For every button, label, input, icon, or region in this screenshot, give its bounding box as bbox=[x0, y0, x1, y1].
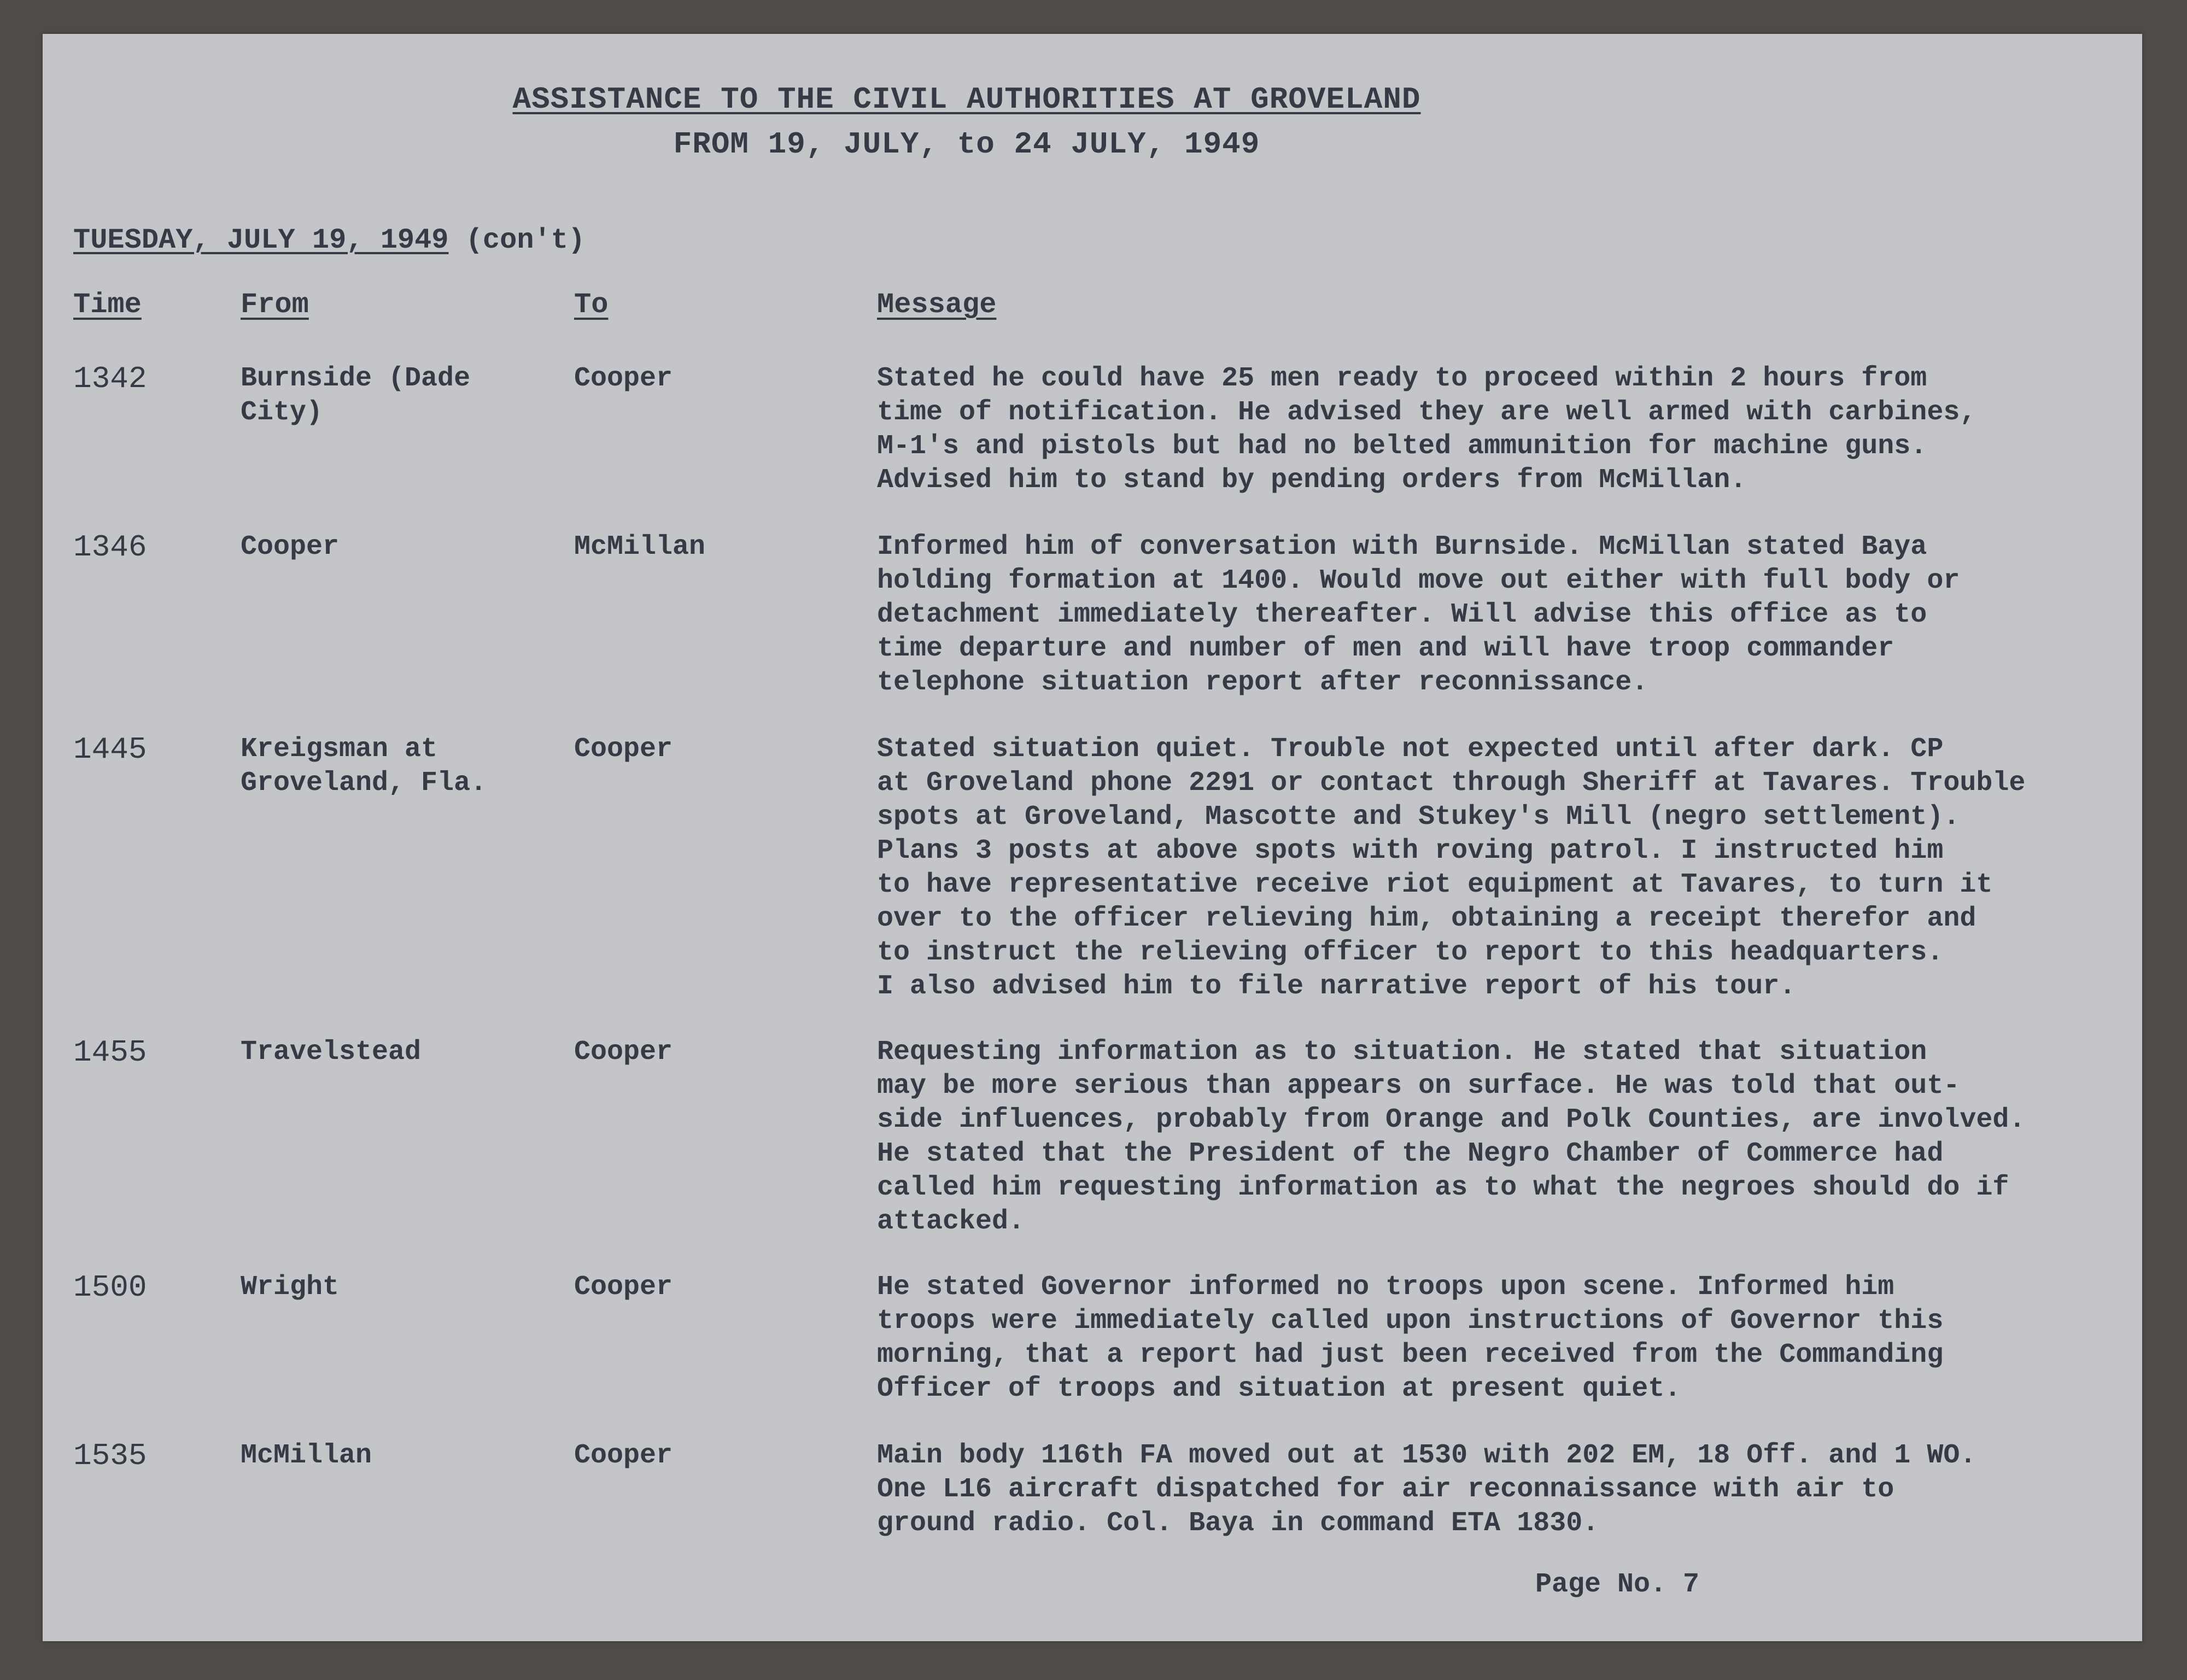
entry-time: 1342 bbox=[73, 361, 147, 396]
entry-to: Cooper bbox=[574, 734, 673, 765]
entry-from: Cooper bbox=[241, 531, 340, 563]
entry-to: Cooper bbox=[574, 1440, 673, 1471]
entry-from: Wright bbox=[241, 1272, 340, 1303]
entry-message: He stated Governor informed no troops upon scene. Informed him troops were immediately called upon instructions of Governor this morning, that a report had just been received from the Commanding Officer of troops and situation at present quiet. bbox=[877, 1272, 1944, 1404]
page-number: Page No. 7 bbox=[1535, 1569, 1700, 1600]
document-page bbox=[43, 34, 2142, 1641]
day-heading-suffix: (con't) bbox=[448, 224, 586, 256]
entry-from: McMillan bbox=[241, 1440, 372, 1471]
entry-from: Kreigsman at Groveland, Fla. bbox=[241, 734, 487, 799]
entry-time: 1535 bbox=[73, 1438, 147, 1473]
column-header-time: Time bbox=[73, 289, 142, 321]
entry-message: Stated situation quiet. Trouble not expected until after dark. CP at Groveland phone 2291 or contact through Sheriff at Tavares. Trouble spots at Groveland, Mascotte and Stukey's Mill (negro settlement). Plans 3 posts at above spots with roving patrol. I instructed him to have representative receive riot equipment at Tavares, to turn it over to the officer relieving him, obtaining a receipt therefor and to instruct the relieving officer to report to this headquarters. I also advised him to file narrative report of his tour. bbox=[877, 734, 2026, 1002]
entry-time: 1455 bbox=[73, 1035, 147, 1070]
entry-time: 1445 bbox=[73, 732, 147, 767]
entry-to: Cooper bbox=[574, 1272, 673, 1303]
entry-to: Cooper bbox=[574, 1037, 673, 1068]
entry-time: 1500 bbox=[73, 1270, 147, 1305]
column-header-from: From bbox=[241, 289, 309, 321]
day-heading-date: TUESDAY, JULY 19, 1949 bbox=[73, 224, 449, 256]
entry-message: Requesting information as to situation. He stated that situation may be more serious than appears on surface. He was told that out- side influences, probably from Orange and Polk Counties, are involved. He stated that the President of the Negro Chamber of Commerce had called him requesting information as to what the negroes should do if attacked. bbox=[877, 1037, 2026, 1237]
column-header-message: Message bbox=[877, 289, 997, 321]
entry-message: Stated he could have 25 men ready to proceed within 2 hours from time of notification. He advised they are well armed with carbines, M-1's and pistols but had no belted ammunition for machine guns. Advised him to stand by pending orders from McMillan. bbox=[877, 363, 1977, 496]
entry-from: Burnside (Dade City) bbox=[241, 363, 471, 428]
document-date-range: FROM 19, JULY, to 24 JULY, 1949 bbox=[673, 127, 1260, 162]
entry-from: Travelstead bbox=[241, 1037, 422, 1068]
entry-message: Informed him of conversation with Burnside. McMillan stated Baya holding formation at 1400. Would move out either with full body or detachment immediately thereafter. Will advise this office as to time departure and number of men and will have troop commander telephone situation report after reconnissance. bbox=[877, 531, 1960, 698]
entry-to: Cooper bbox=[574, 363, 673, 394]
day-heading bbox=[73, 224, 585, 256]
entry-message: Main body 116th FA moved out at 1530 with 202 EM, 18 Off. and 1 WO. One L16 aircraft dispatched for air reconnaissance with air to ground radio. Col. Baya in command ETA 1830. bbox=[877, 1440, 1977, 1539]
entry-to: McMillan bbox=[574, 531, 706, 563]
document-title: ASSISTANCE TO THE CIVIL AUTHORITIES AT GROVELAND bbox=[512, 82, 1421, 117]
column-header-to: To bbox=[574, 289, 609, 321]
entry-time: 1346 bbox=[73, 530, 147, 565]
